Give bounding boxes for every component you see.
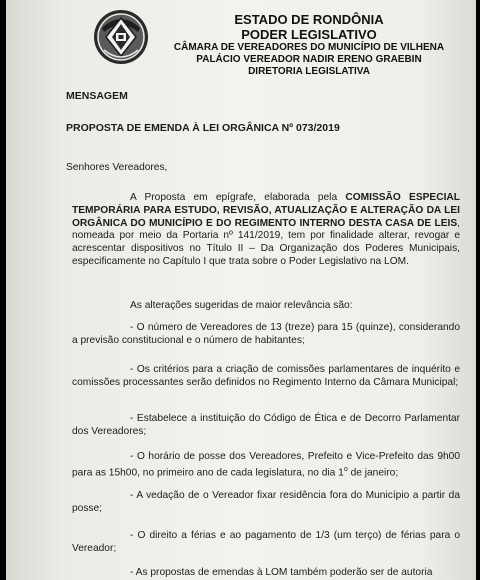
paragraph-proposal [72,192,460,269]
list-item: - O horário de posse dos Vereadores, Prefeito e Vice-Prefeito das 9h00 para as 15h00, no primeiro ano de cada legislatura, no dia 1$^o$ de janeiro; [72,451,460,479]
paragraph-changes: As alterações sugeridas de maior relevância são: [130,300,353,311]
p1-rest: , nomeada por meio da Portaria nº 141/2019, tem por finalidade alterar, revogar e acrescentar dispositivos no Título II – Da Organização dos Poderes Municipais, especificamente no Capítulo I que trata sobre o Poder Legislativo na LOM. [72,217,460,267]
list-item: - Os critérios para a criação de comissões parlamentares de inquérito e comissões processantes serão definidos no Regimento Interno da Câmara Municipal; [72,364,460,388]
commission-name: COMISSÃO ESPECIAL TEMPORÁRIA PARA ESTUDO, REVISÃO, ATUALIZAÇÃO E ALTERAÇÃO DA LEI ORGÂNICA DO MUNICÍPIO E DO REGIMENTO INTERNO DESTA CASA DE LEIS [72,192,460,229]
salutation: Senhores Vereadores, [66,162,168,173]
list-item: - As propostas de emendas à LOM também poderão ser de autoria [130,567,433,578]
list-item: - Estabelece a instituição do Código de Ética e de Decorro Parlamentar dos Vereadores; [72,413,460,437]
p1-intro: A Proposta em epígrafe, elaborada pela [130,192,346,203]
document-title: PROPOSTA DE EMENDA À LEI ORGÂNICA Nº 073/2019 [66,122,340,134]
list-item: - O direito a férias e ao pagamento de 1/3 (um terço) de férias para o Vereador; [72,530,460,554]
list-item: - A vedação de o Vereador fixar residência fora do Município a partir da posse; [72,490,460,514]
document-type: MENSAGEM [66,90,128,102]
letterhead [154,12,464,78]
state-name: ESTADO DE RONDÔNIA [234,12,384,27]
document-page [6,0,476,580]
list-item: - O número de Vereadores de 13 (treze) para 15 (quinze), considerando a previsão constitucional e o número de habitantes; [72,322,460,346]
coat-of-arms-emblem [92,6,150,68]
chamber-name: CÂMARA DE VEREADORES DO MUNICÍPIO DE VILHENA [173,42,445,53]
power-name: PODER LEGISLATIVO [241,27,377,42]
palace-name: PALÁCIO VEREADOR NADIR ERENO GRAEBIN [196,54,422,65]
directorate-name: DIRETORIA LEGISLATIVA [248,66,370,77]
